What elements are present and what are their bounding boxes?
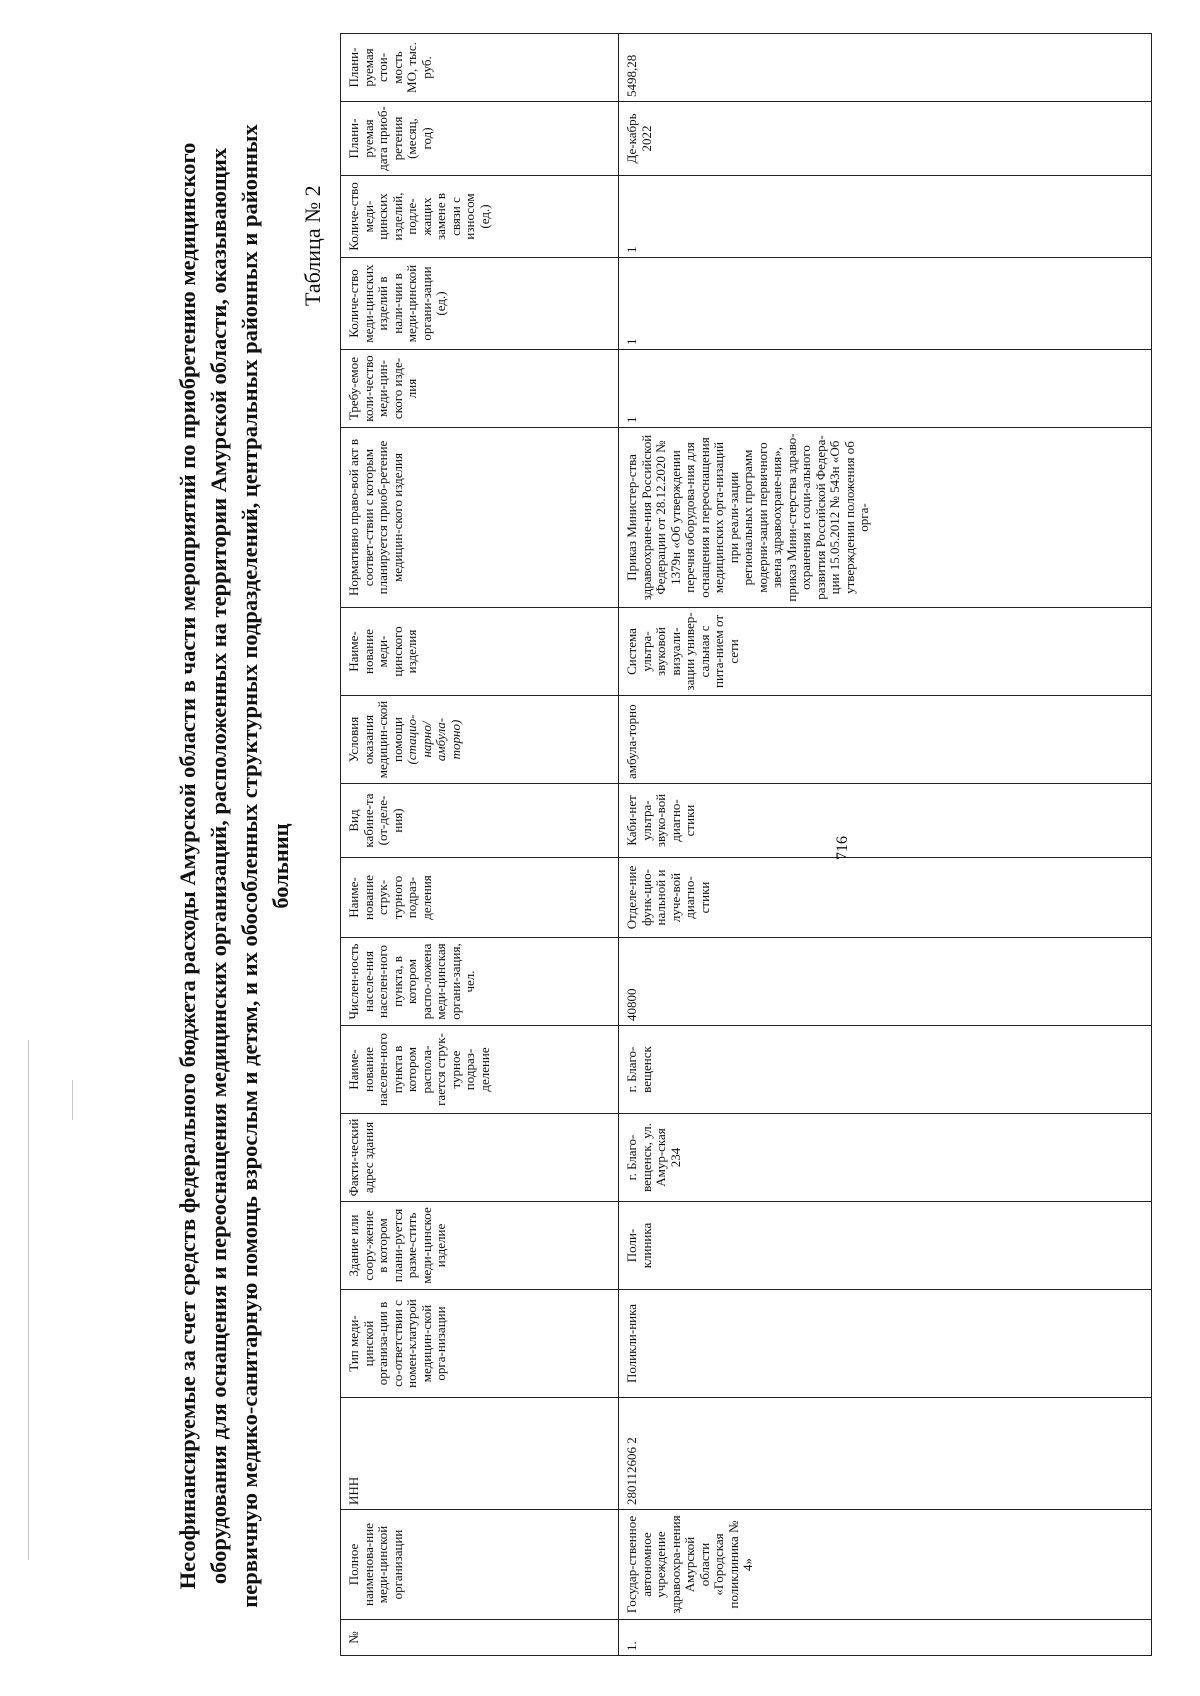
table-cell: 40800: [619, 938, 1152, 1026]
header-cell-italic: (стацио-нарно/ амбула-торно): [404, 714, 463, 765]
header-cell: Тип меди-цинской организа-ции в со-ответствии с номен-клатурой медицин-ской орга-низации: [341, 1290, 619, 1398]
header-cell: Наиме-нование меди-цинского изделия: [341, 608, 619, 696]
header-cell-text: Условия оказания медицин-ской помощи: [346, 700, 405, 779]
header-cell: Факти-ческий адрес здания: [341, 1114, 619, 1202]
table-cell: 1: [619, 258, 1152, 350]
table-cell: г. Благо-вещенск, ул. Амур-ская 234: [619, 1114, 1152, 1202]
table-cell: г. Благо-вещенск: [619, 1026, 1152, 1114]
table-cell: 5498,28: [619, 34, 1152, 102]
table-cell: 1: [619, 176, 1152, 258]
table-header-row: [341, 34, 619, 1656]
table-cell: 1.: [619, 1620, 1152, 1656]
header-cell: ИНН: [341, 1398, 619, 1510]
header-cell: №: [341, 1620, 619, 1656]
table-label: Таблица № 2: [300, 185, 325, 306]
header-cell: Наиме-нование струк-турного подраз-деления: [341, 858, 619, 938]
table-cell: Де-кабрь 2022: [619, 102, 1152, 176]
table-cell: Система ультра-звуковой визуали-зации универ-сальная с пита-нием от сети: [619, 608, 1152, 696]
header-cell: Количе-ство меди-цинских изделий в нали-чии в меди-цинской органи-зации (ед.): [341, 258, 619, 350]
header-cell: Требу-емое коли-чество меди-цин-ского изде-лия: [341, 350, 619, 428]
header-cell: Наиме-нование населен-ного пункта в котором распола-гается струк-турное подраз-деление: [341, 1026, 619, 1114]
scan-speck: [72, 1080, 73, 1120]
header-cell: Плани-руемая дата приоб-ретения (месяц, год): [341, 102, 619, 176]
header-cell: Вид кабине-та (от-деле-ния): [341, 784, 619, 858]
equipment-table: [340, 33, 1152, 1656]
table-cell: Каби-нет ультра-звуко-вой диагно-стики: [619, 784, 1152, 858]
table-row: [619, 34, 1152, 1656]
document-title: Несофинансируемые за счет средств федерального бюджета расходы Амурской области в части мероприятий по приобретению медицинского оборудования для оснащения и переоснащения медицинских организаций, расположенных на территории Амурской области, оказывающих первичную медико-санитарную помощь взрослым и детям, и их обособленных структурных подразделений, центральных районных и районных больниц: [175, 124, 293, 1608]
header-cell: Полное наименова-ние меди-цинской организации: [341, 1510, 619, 1620]
page-number: 716: [834, 836, 851, 860]
table-cell: Поликли-ника: [619, 1290, 1152, 1398]
header-cell-conditions: [341, 696, 619, 784]
scan-speck: [28, 1040, 29, 1560]
table-cell: Поли-клиника: [619, 1202, 1152, 1290]
header-cell: Количе-ство меди-цинских изделий, подле-жащих замене в связи с износом (ед.): [341, 176, 619, 258]
header-cell: Нормативно право-вой акт в соответ-ствии с которым планируется приоб-ретение медицин-ского изделия: [341, 428, 619, 608]
header-cell: Числен-ность населе-ния населен-ного пункта, в котором распо-ложена меди-цинская органи-зация, чел.: [341, 938, 619, 1026]
table-cell: амбула-торно: [619, 696, 1152, 784]
table-cell: Отделе-ние функ-цио-нальной и луче-вой диагно-стики: [619, 858, 1152, 938]
table-cell: 280112606 2: [619, 1398, 1152, 1510]
header-cell: Здание или соору-жение в котором плани-руется разме-стить меди-цинское изделие: [341, 1202, 619, 1290]
table-cell: Государ-ственное автономное учреждение здравоохра-нения Амурской области «Городская поликлиника № 4»: [619, 1510, 1152, 1620]
table-cell: 1: [619, 350, 1152, 428]
header-cell: Плани-руемая стои-мость МО, тыс. руб.: [341, 34, 619, 102]
table-cell: Приказ Министер-ства здравоохране-ния Российской Федерации от 28.12.2020 № 1379н «Об утверждении перечня оборудова-ния для оснащения и переоснащения медицинских орга-низаций при реали-зации региональных программ модерни-зации первичного звена здравоохране-ния», приказ Мини-стерства здраво-охранения и соци-ального развития Российской Федера-ции 15.05.2012 № 543н «Об утверждении положения об орга-: [619, 428, 1152, 608]
